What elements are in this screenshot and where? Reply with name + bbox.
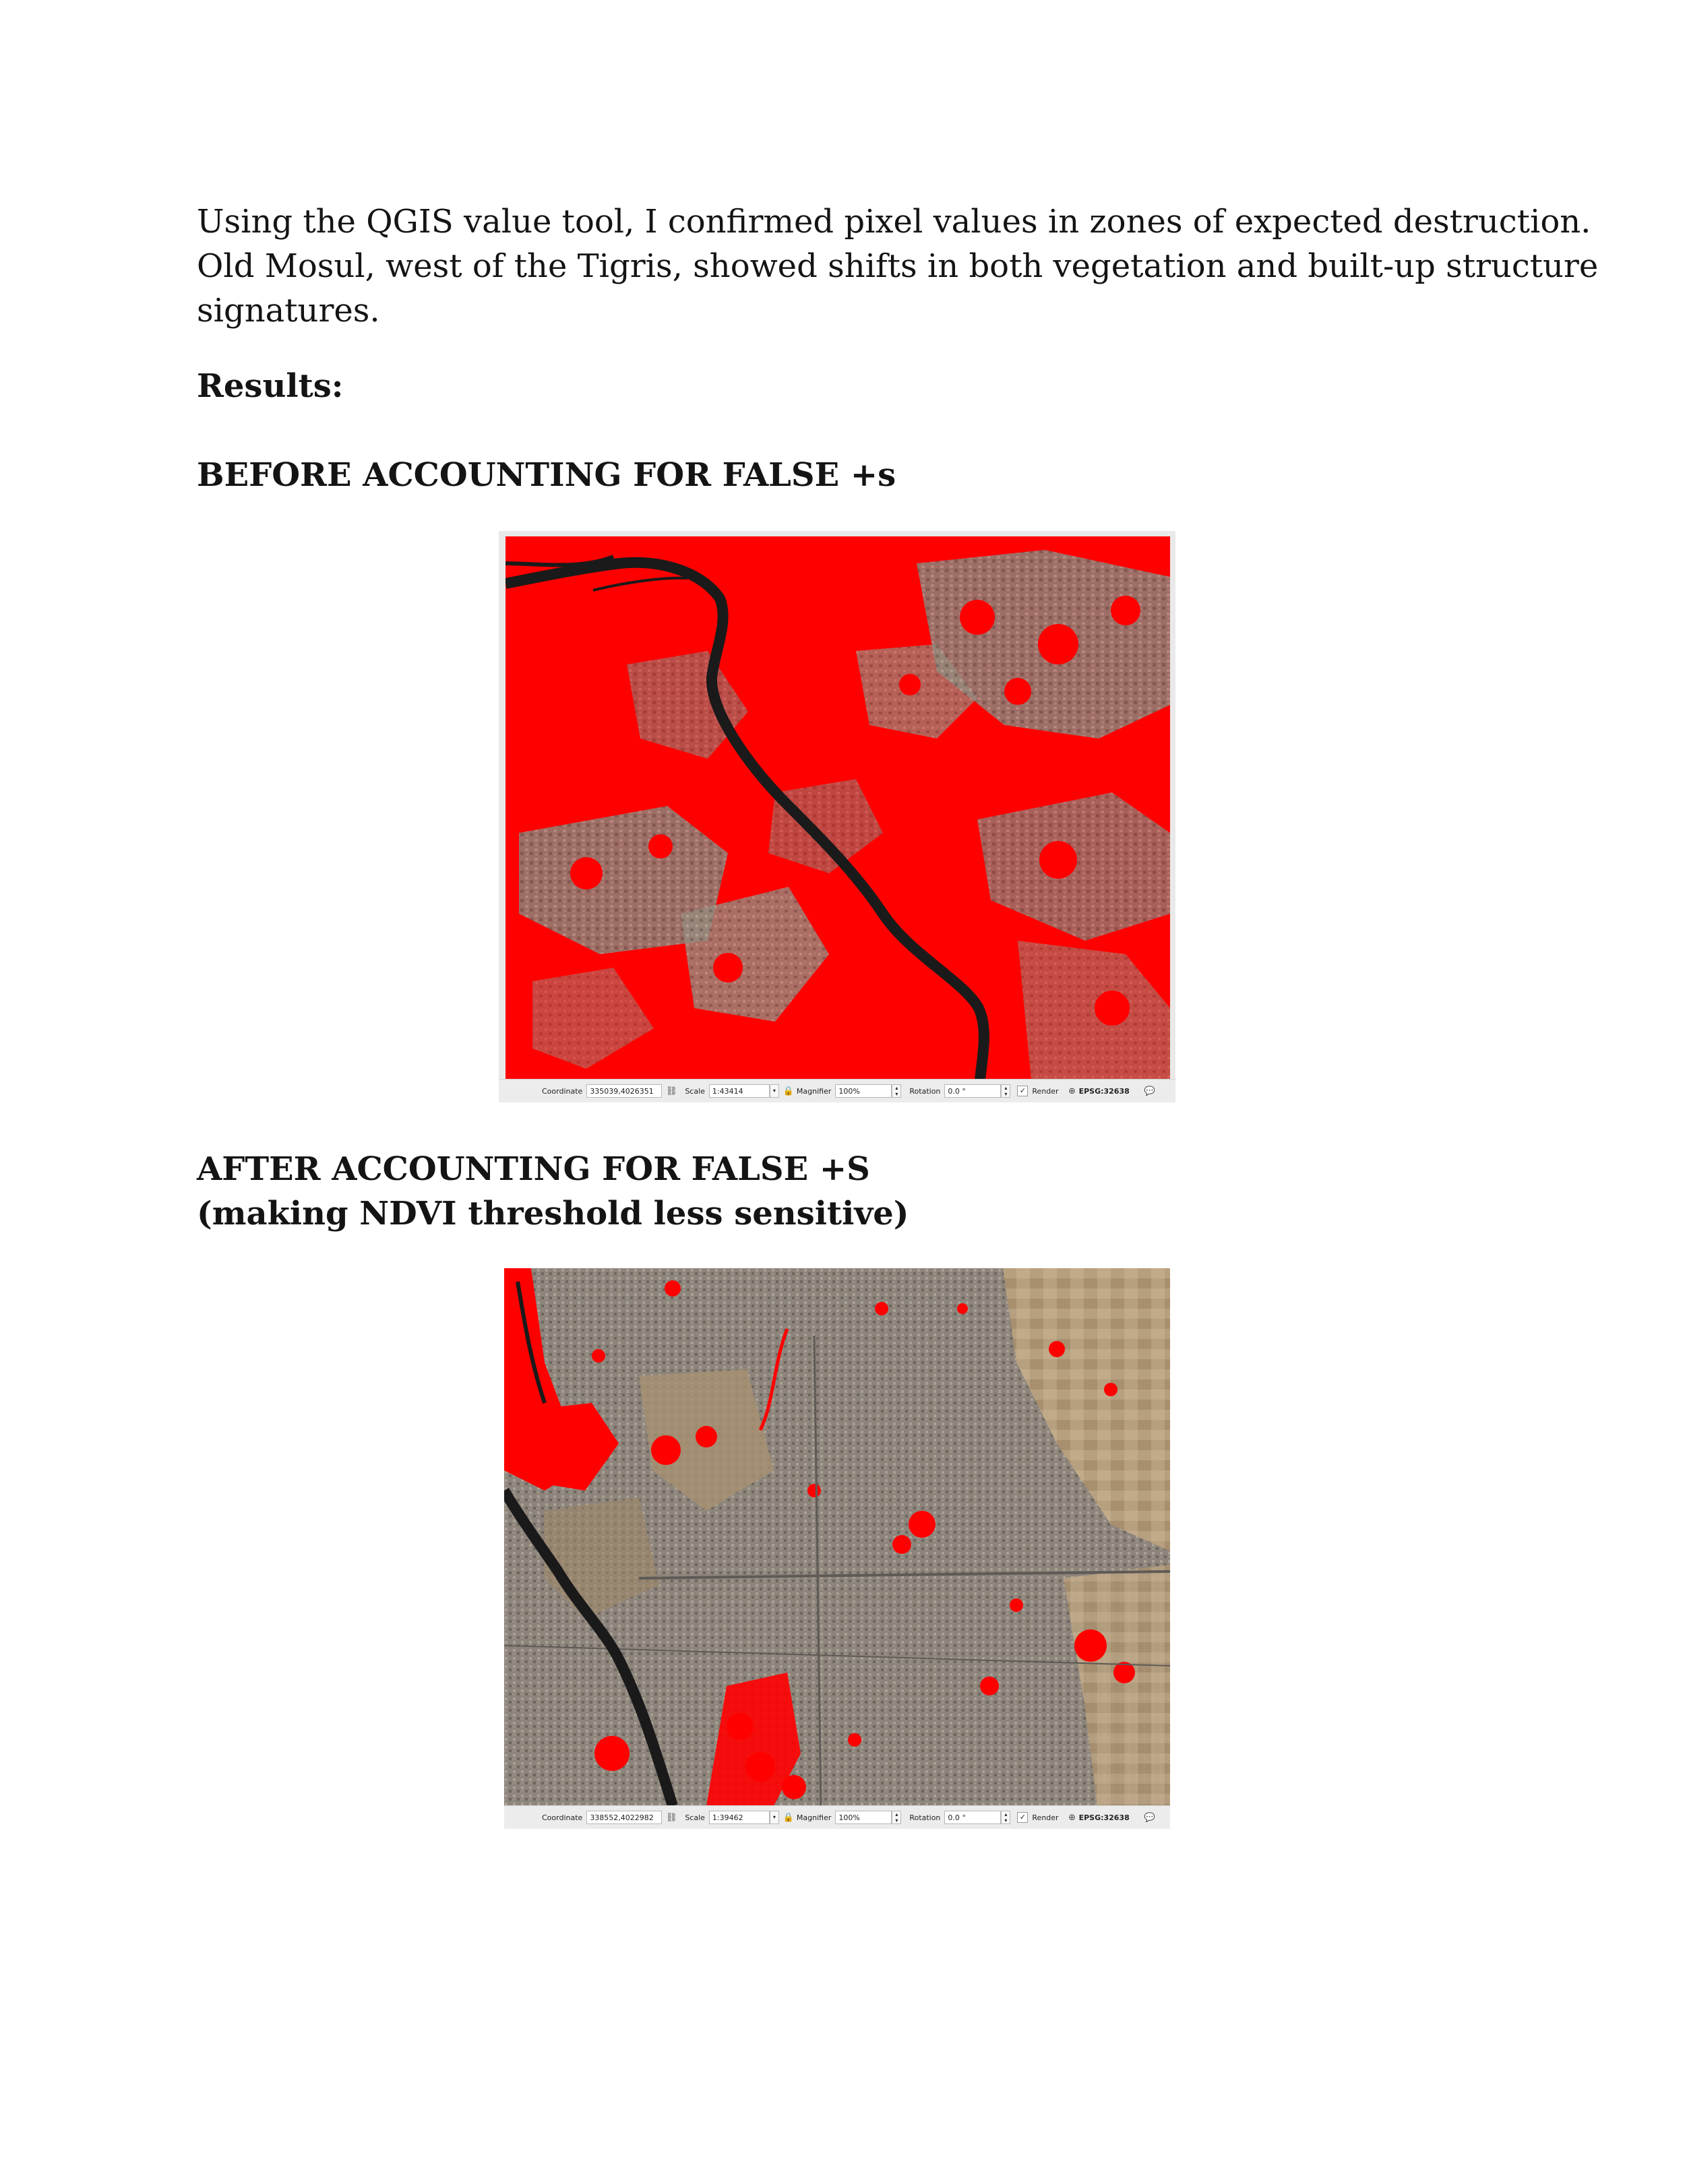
chevron-down-icon[interactable]: ▾ (770, 1811, 779, 1824)
epsg-button[interactable]: EPSG:32638 (1078, 1813, 1130, 1822)
rotation-field[interactable]: 0.0 ° (944, 1084, 1001, 1098)
message-icon[interactable]: 💬 (1144, 1812, 1155, 1823)
lock-icon[interactable]: 🔒 (783, 1812, 795, 1823)
before-map-figure (499, 531, 1175, 1102)
scale-label: Scale (685, 1086, 705, 1096)
render-label: Render (1032, 1086, 1059, 1096)
link-icon[interactable]: ⛓ (666, 1086, 677, 1096)
magnifier-label: Magnifier (796, 1813, 832, 1822)
render-checkbox[interactable]: ✓ (1017, 1812, 1028, 1823)
lock-icon[interactable]: 🔒 (783, 1086, 795, 1096)
chevron-down-icon[interactable]: ▾ (770, 1084, 779, 1098)
rotation-field[interactable]: 0.0 ° (944, 1811, 1001, 1824)
message-icon[interactable]: 💬 (1144, 1086, 1155, 1096)
results-heading: Results: (197, 367, 344, 405)
link-icon[interactable]: ⛓ (666, 1812, 677, 1823)
after-map-canvas[interactable] (504, 1268, 1170, 1806)
scale-label: Scale (685, 1813, 705, 1822)
render-label: Render (1032, 1813, 1059, 1822)
scale-field[interactable]: 1:39462 (709, 1811, 770, 1824)
before-statusbar (499, 1079, 1175, 1102)
globe-icon[interactable]: ⊕ (1068, 1086, 1076, 1096)
before-map-canvas[interactable] (506, 536, 1170, 1080)
rotation-stepper[interactable]: ▴ ▾ (1001, 1084, 1010, 1098)
render-checkbox[interactable]: ✓ (1017, 1086, 1028, 1096)
after-heading-line-2: (making NDVI threshold less sensitive) (197, 1195, 909, 1233)
magnifier-field[interactable]: 100% (835, 1084, 892, 1098)
coordinate-label: Coordinate (542, 1086, 583, 1096)
before-heading: BEFORE ACCOUNTING FOR FALSE +s (197, 456, 896, 494)
magnifier-stepper[interactable]: ▴ ▾ (892, 1811, 901, 1824)
magnifier-stepper[interactable]: ▴ ▾ (892, 1084, 901, 1098)
coordinate-label: Coordinate (542, 1813, 583, 1822)
intro-line-2: Old Mosul, west of the Tigris, showed shifts in both vegetation and built-up structure (197, 247, 1599, 285)
after-statusbar (504, 1805, 1170, 1829)
coordinate-field[interactable]: 338552,4022982 (586, 1811, 662, 1824)
intro-paragraph (197, 199, 1599, 333)
intro-line-1: Using the QGIS value tool, I confirmed pixel values in zones of expected destruction. (197, 203, 1591, 241)
after-map-figure (504, 1268, 1170, 1829)
rotation-stepper[interactable]: ▴ ▾ (1001, 1811, 1010, 1824)
rotation-label: Rotation (909, 1813, 941, 1822)
magnifier-label: Magnifier (796, 1086, 832, 1096)
intro-line-3: signatures. (197, 292, 380, 330)
after-heading-line-1: AFTER ACCOUNTING FOR FALSE +S (197, 1150, 870, 1188)
globe-icon[interactable]: ⊕ (1068, 1812, 1076, 1823)
before-map-image (506, 536, 1170, 1080)
scale-field[interactable]: 1:43414 (709, 1084, 770, 1098)
coordinate-field[interactable]: 335039,4026351 (586, 1084, 662, 1098)
magnifier-field[interactable]: 100% (835, 1811, 892, 1824)
rotation-label: Rotation (909, 1086, 941, 1096)
epsg-button[interactable]: EPSG:32638 (1078, 1086, 1130, 1096)
after-map-image (504, 1268, 1170, 1806)
